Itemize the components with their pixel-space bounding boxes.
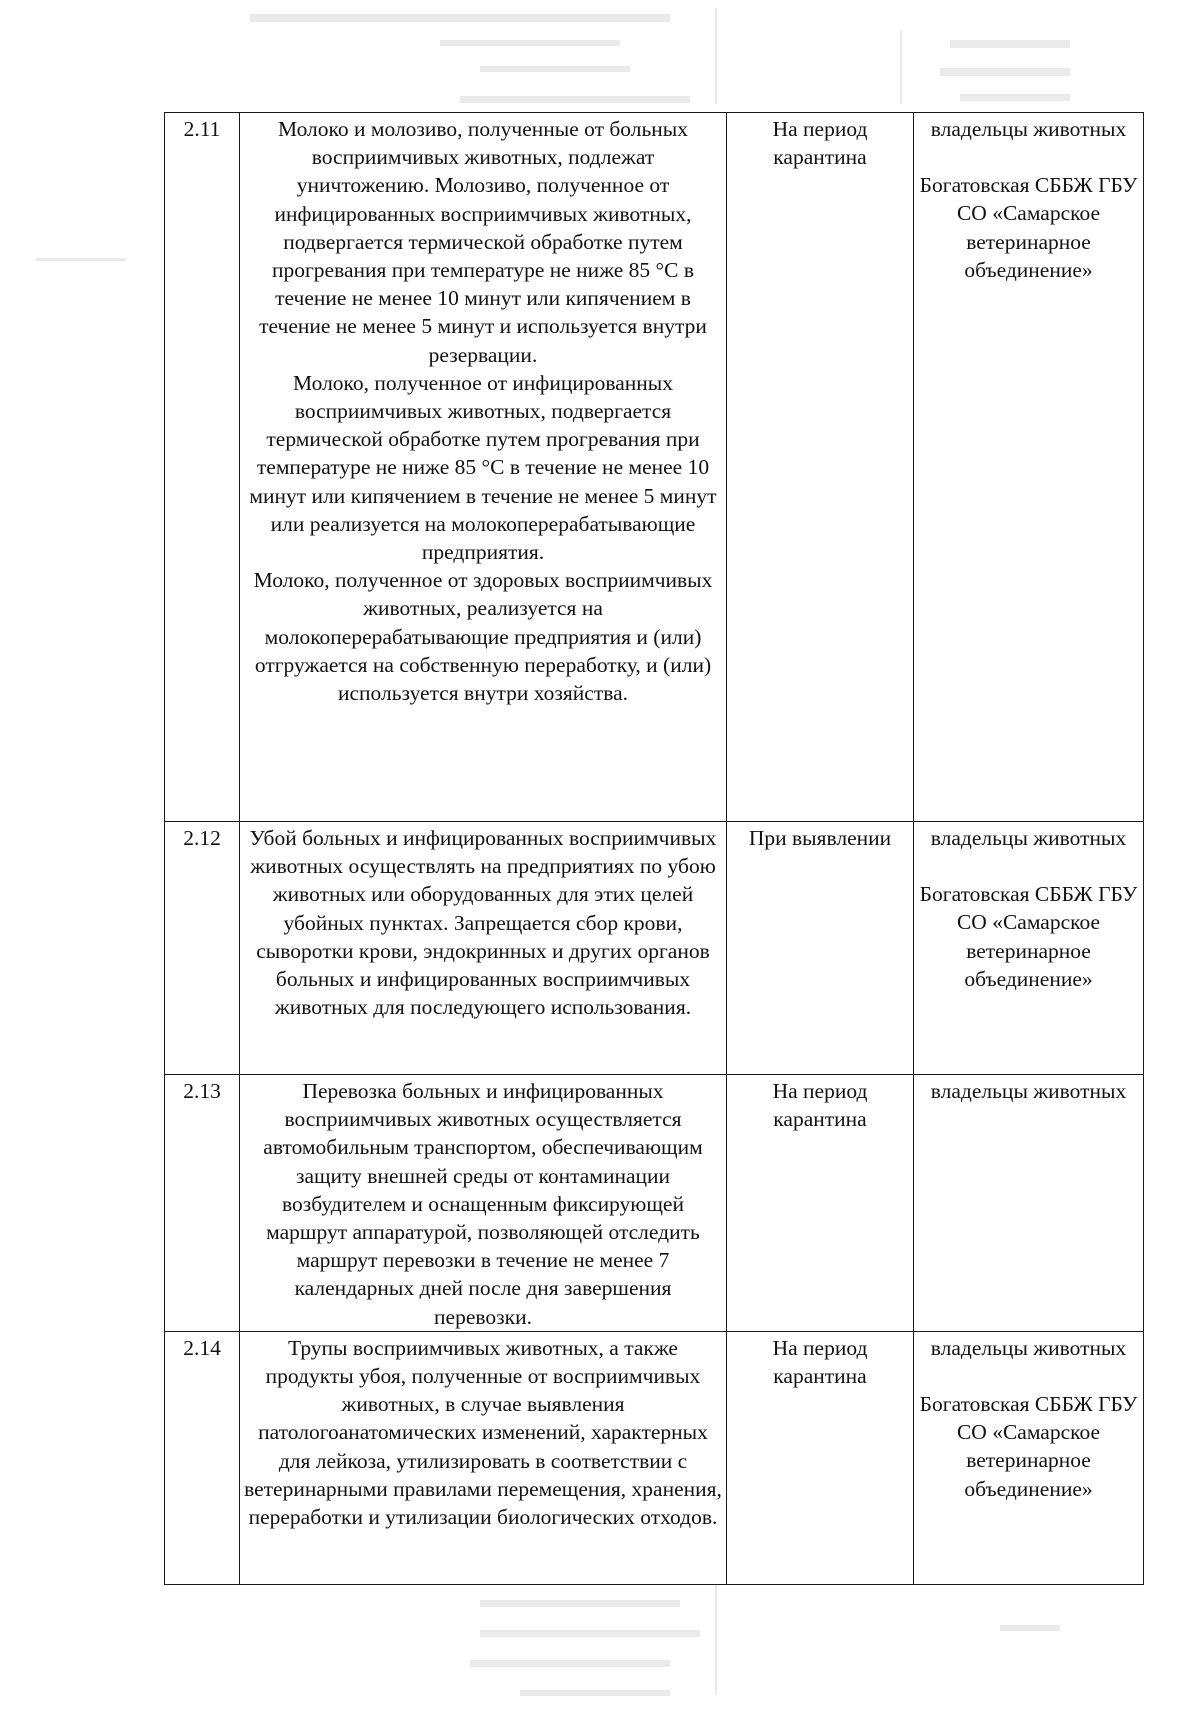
term: На период карантина xyxy=(727,1075,914,1332)
paragraph: Перевозка больных и инфицированных восприимчивых животных осуществляется автомобильным транспортом, обеспечивающим защиту внешней среды от контаминации возбудителем и оснащенным фиксирующей маршрут аппаратурой, позволяющей отследить маршрут перевозки в течение не менее 7 календарных дней после дня завершения перевозки. xyxy=(263,1079,703,1329)
responsible xyxy=(914,1075,1144,1332)
responsible-owner: владельцы животных xyxy=(930,1079,1127,1103)
responsible-owner: владельцы животных xyxy=(930,117,1127,141)
term: На период карантина xyxy=(727,1331,914,1584)
row-number: 2.12 xyxy=(165,822,240,1075)
table-row xyxy=(165,1331,1144,1584)
scan-artifact xyxy=(460,96,690,103)
paragraph: Молоко и молозиво, полученные от больных восприимчивых животных, подлежат уничтожению. Молозиво, полученное от инфицированных восприимчивых животных, подвергается термической обработке путем прогревания при температуре не ниже 85 °С в течение не менее 10 минут или кипячением в течение не менее 5 минут и используется внутри резервации. xyxy=(259,117,707,367)
measure-description xyxy=(240,822,727,1075)
responsible-organization: Богатовская СББЖ ГБУ СО «Самарское ветеринарное объединение» xyxy=(919,1392,1138,1501)
scan-artifact xyxy=(480,66,630,72)
spacer xyxy=(918,852,1139,880)
measures-table xyxy=(164,112,1144,1585)
row-number: 2.11 xyxy=(165,113,240,822)
scan-artifact xyxy=(715,1585,717,1695)
paragraph: Трупы восприимчивых животных, а также продукты убоя, полученные от восприимчивых животных, в случае выявления патологоанатомических изменений, характерных для лейкоза, утилизировать в соответствии с ветеринарными правилами перемещения, хранения, переработки и утилизации биологических отходов. xyxy=(244,1335,722,1530)
spacer xyxy=(918,1362,1139,1390)
responsible xyxy=(914,113,1144,822)
spacer xyxy=(918,143,1139,171)
paragraph: Молоко, полученное от инфицированных восприимчивых животных, подвергается термической обработке путем прогревания при температуре не ниже 85 °С в течение не менее 10 минут или кипячением в течение не менее 5 минут или реализуется на молокоперерабатывающие предприятия. xyxy=(249,370,717,565)
paragraph: Убой больных и инфицированных восприимчивых животных осуществлять на предприятиях по убою животных или оборудованных для этих целей убойных пунктах. Запрещается сбор крови, сыворотки крови, эндокринных и других органов больных и инфицированных восприимчивых животных для последующего использования. xyxy=(249,826,717,1020)
measure-description xyxy=(240,1075,727,1332)
scan-artifact xyxy=(520,1690,670,1696)
responsible-owner: владельцы животных xyxy=(930,1335,1127,1360)
responsible-organization: Богатовская СББЖ ГБУ СО «Самарское ветеринарное объединение» xyxy=(919,882,1138,991)
scan-artifact xyxy=(940,68,1070,76)
paragraph: Молоко, полученное от здоровых восприимчивых животных, реализуется на молокоперерабатывающие предприятия и (или) отгружается на собственную переработку, и (или) используется внутри хозяйства. xyxy=(253,568,713,706)
scan-artifact xyxy=(250,14,670,22)
scan-artifact xyxy=(715,8,717,104)
responsible-organization: Богатовская СББЖ ГБУ СО «Самарское ветеринарное объединение» xyxy=(919,173,1138,282)
scan-artifact xyxy=(470,1660,670,1667)
scan-artifact xyxy=(950,40,1070,48)
measure-description xyxy=(240,113,727,822)
scan-artifact xyxy=(900,30,902,104)
scan-artifact xyxy=(440,40,620,46)
scan-artifact xyxy=(1000,1625,1060,1631)
responsible xyxy=(914,1331,1144,1584)
table-row xyxy=(165,822,1144,1075)
row-number: 2.13 xyxy=(165,1075,240,1332)
responsible xyxy=(914,822,1144,1075)
table-row xyxy=(165,113,1144,822)
scan-artifact xyxy=(480,1600,680,1607)
term: На период карантина xyxy=(727,113,914,822)
table-row xyxy=(165,1075,1144,1332)
scan-artifact xyxy=(36,258,126,261)
row-number: 2.14 xyxy=(165,1331,240,1584)
scan-artifact xyxy=(960,94,1070,101)
term: При выявлении xyxy=(727,822,914,1075)
scan-artifact xyxy=(480,1630,700,1637)
responsible-owner: владельцы животных xyxy=(930,826,1127,850)
measure-description xyxy=(240,1331,727,1584)
